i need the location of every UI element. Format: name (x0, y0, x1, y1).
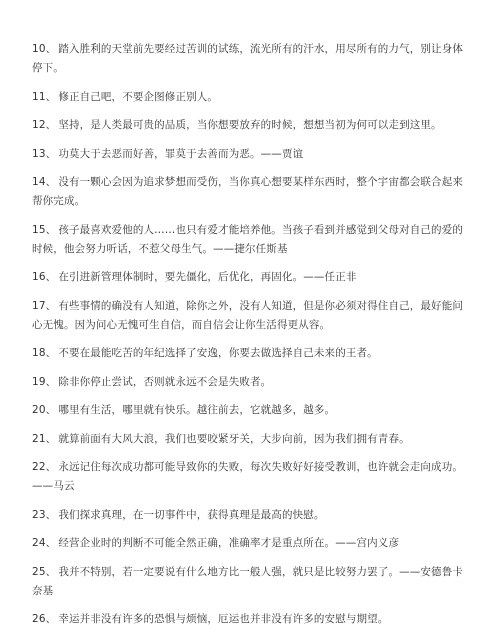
list-item (32, 173, 470, 211)
item-number: 15、 (32, 223, 57, 236)
list-item (32, 458, 470, 496)
list-item (32, 88, 470, 107)
item-text: 功莫大于去恶而好善，罪莫于去善而为恶。——贾谊 (58, 147, 304, 160)
item-number: 25、 (32, 565, 57, 578)
item-number: 14、 (32, 176, 57, 188)
item-text: 哪里有生活，哪里就有快乐。越往前去，它就越多，越多。 (58, 404, 336, 416)
list-item (32, 221, 470, 259)
item-text: 修正自己吧，不要企图修正别人。 (58, 90, 219, 103)
list-item (32, 373, 470, 392)
item-text: 幸运并非没有许多的恐惧与烦恼，厄运也并非没有许多的安慰与期望。 (58, 613, 389, 625)
item-number: 12、 (32, 119, 57, 131)
item-number: 17、 (32, 299, 57, 312)
list-item (32, 563, 470, 601)
item-number: 26、 (32, 613, 57, 625)
item-text: 我们探求真理，在一切事件中，获得真理是最高的快慰。 (58, 508, 325, 521)
list-item (32, 344, 470, 363)
item-text: 就算前面有大风大浪，我们也要咬紧牙关，大步向前，因为我们拥有青春。 (58, 432, 410, 445)
quote-list (32, 40, 470, 629)
list-item (32, 40, 470, 78)
item-number: 10、 (32, 43, 57, 55)
list-item (32, 430, 470, 449)
item-text: 除非你停止尝试，否则就永远不会是失败者。 (58, 375, 272, 388)
item-number: 22、 (32, 461, 57, 473)
item-number: 16、 (32, 271, 57, 283)
item-text: 经营企业时的判断不可能全然正确，准确率才是重点所在。——宫内义彦 (58, 537, 400, 549)
item-number: 20、 (32, 404, 57, 416)
list-item (32, 401, 470, 420)
item-text: 有些事情的确没有人知道，除你之外，没有人知道，但是你必须对得住自己，最好能问心无愧。因为问心无愧可生自信，而自信会让你生活得更从容。 (32, 299, 464, 331)
item-number: 23、 (32, 508, 57, 521)
list-item (32, 116, 470, 135)
item-text: 不要在最能吃苦的年纪选择了安逸，你要去做选择自己未来的王者。 (58, 347, 378, 359)
item-text: 孩子最喜欢爱他的人……也只有爱才能培养他。当孩子看到并感觉到父母对自己的爱的时候，他会努力听话，不惹父母生气。——捷尔任斯基 (32, 223, 464, 255)
item-number: 24、 (32, 537, 57, 549)
list-item (32, 297, 470, 335)
list-item (32, 610, 470, 629)
item-number: 18、 (32, 347, 57, 359)
list-item (32, 145, 470, 164)
item-number: 11、 (32, 90, 57, 103)
list-item (32, 534, 470, 553)
item-text: 没有一颗心会因为追求梦想而受伤，当你真心想要某样东西时，整个宇宙都会联合起来帮你完成。 (32, 176, 464, 207)
item-text: 踏入胜利的天堂前先要经过苦训的试练，流光所有的汗水，用尽所有的力气，别让身体停下。 (32, 43, 464, 74)
item-number: 13、 (32, 147, 57, 160)
list-item (32, 506, 470, 525)
item-text: 我并不特别，若一定要说有什么地方比一般人强，就只是比较努力罢了。——安德鲁卡奈基 (32, 565, 464, 597)
item-number: 21、 (32, 432, 57, 445)
item-text: 永远记住每次成功都可能导致你的失败，每次失败好好接受教训，也许就会走向成功。——马云 (32, 461, 464, 492)
item-number: 19、 (32, 375, 57, 388)
list-item (32, 268, 470, 287)
item-text: 在引进新管理体制时，要先僵化，后优化，再固化。——任正非 (58, 271, 357, 283)
item-text: 坚持，是人类最可贵的品质，当你想要放弃的时候，想想当初为何可以走到这里。 (58, 119, 442, 131)
